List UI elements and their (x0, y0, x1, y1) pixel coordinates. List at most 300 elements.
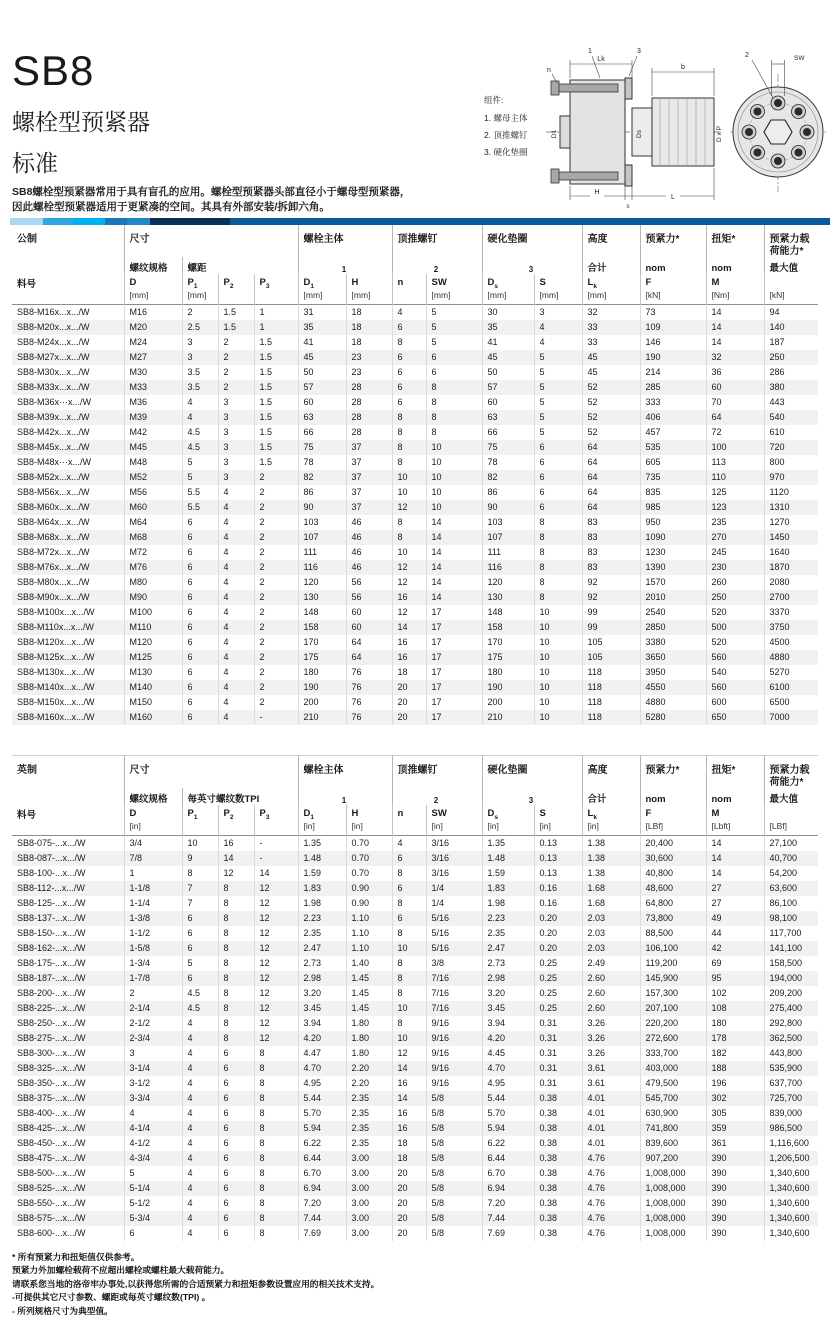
value-cell: 190 (640, 350, 706, 365)
value-cell: 1,340,600 (764, 1226, 818, 1241)
value-cell: 118 (582, 665, 640, 680)
imperial-table-body (12, 836, 818, 1242)
value-cell: 20 (392, 1166, 426, 1181)
ref-number-2: 2 (392, 788, 482, 805)
value-cell: 3.20 (482, 986, 534, 1001)
table-row (12, 350, 818, 365)
column-symbol (764, 274, 818, 290)
value-cell: 390 (706, 1166, 764, 1181)
value-cell: 27,100 (764, 836, 818, 852)
value-cell: 78 (298, 455, 346, 470)
value-cell: 0.38 (534, 1181, 582, 1196)
table-row (12, 425, 818, 440)
dim-label-ds: Ds (636, 130, 643, 138)
table-title: 公制 (17, 234, 37, 245)
value-cell: M39 (124, 410, 182, 425)
value-cell: 5 (426, 320, 482, 335)
value-cell: 0.20 (534, 941, 582, 956)
value-cell: 9/16 (426, 1076, 482, 1091)
value-cell: M110 (124, 620, 182, 635)
column-symbol: $D_s$ (482, 805, 534, 821)
part-number-cell: SB8-M27x...x.../W (17, 352, 90, 362)
value-cell: 3.5 (182, 365, 218, 380)
value-cell: 64 (582, 485, 640, 500)
value-cell: 92 (582, 575, 640, 590)
table-row (12, 1136, 818, 1151)
value-cell: 5 (182, 956, 218, 971)
value-cell: 6 (182, 560, 218, 575)
value-cell: 10 (534, 665, 582, 680)
value-cell: 78 (482, 455, 534, 470)
value-cell: 0.31 (534, 1046, 582, 1061)
value-cell: 187 (764, 335, 818, 350)
value-cell: 6 (392, 881, 426, 896)
part-number-cell: SB8-400-...x.../W (17, 1108, 86, 1118)
value-cell: 123 (706, 500, 764, 515)
value-cell: 0.38 (534, 1226, 582, 1241)
value-cell: 12 (254, 941, 298, 956)
value-cell: 605 (640, 455, 706, 470)
value-cell: 6 (218, 1076, 254, 1091)
value-cell: 220,200 (640, 1016, 706, 1031)
column-symbol: SW (426, 805, 482, 821)
table-row (12, 485, 818, 500)
value-cell: 8 (392, 896, 426, 911)
value-cell: 3/16 (426, 851, 482, 866)
value-cell: 6 (534, 500, 582, 515)
value-cell: 3-1/2 (124, 1076, 182, 1091)
value-cell: 111 (298, 545, 346, 560)
value-cell: 10 (534, 695, 582, 710)
value-cell: 2 (218, 335, 254, 350)
value-cell: 12 (254, 986, 298, 1001)
sub-total: 合计 (582, 788, 640, 805)
value-cell: 6 (182, 605, 218, 620)
value-cell: 8 (254, 1091, 298, 1106)
value-cell: 2850 (640, 620, 706, 635)
value-cell: 83 (582, 545, 640, 560)
value-cell: 5/8 (426, 1196, 482, 1211)
dim-label-dxp: D x P (716, 126, 723, 142)
value-cell: 1390 (640, 560, 706, 575)
value-cell: 76 (346, 665, 392, 680)
part-number-cell: SB8-M48x···x.../W (17, 457, 92, 467)
value-cell: 2.60 (582, 971, 640, 986)
table-row (12, 650, 818, 665)
value-cell: M52 (124, 470, 182, 485)
metric-table-header (12, 225, 818, 305)
column-symbol: $P_3$ (254, 805, 298, 821)
table-row (12, 470, 818, 485)
table-row (12, 1031, 818, 1046)
table-row (12, 365, 818, 380)
value-cell: 10 (426, 440, 482, 455)
dim-label-n: n (547, 67, 551, 74)
value-cell: 6 (534, 485, 582, 500)
dim-label-b: b (681, 64, 685, 71)
value-cell: 3 (218, 425, 254, 440)
value-cell: 1-1/4 (124, 896, 182, 911)
value-cell: 2 (254, 650, 298, 665)
table-row (12, 971, 818, 986)
value-cell: M120 (124, 635, 182, 650)
value-cell: 0.16 (534, 896, 582, 911)
column-unit: [mm] (182, 290, 218, 305)
value-cell: 10 (392, 470, 426, 485)
value-cell: 7.44 (482, 1211, 534, 1226)
value-cell: 82 (298, 470, 346, 485)
table-row (12, 695, 818, 710)
value-cell: 6 (392, 350, 426, 365)
column-unit: [in] (298, 821, 346, 836)
column-unit: [in] (124, 821, 182, 836)
value-cell: 2 (254, 560, 298, 575)
value-cell: 0.16 (534, 881, 582, 896)
value-cell: 10 (426, 500, 482, 515)
value-cell: 64 (582, 440, 640, 455)
value-cell: 27 (706, 896, 764, 911)
value-cell: 73,800 (640, 911, 706, 926)
value-cell: 6 (182, 620, 218, 635)
value-cell: 270 (706, 530, 764, 545)
value-cell: 63 (298, 410, 346, 425)
value-cell: 5/8 (426, 1121, 482, 1136)
value-cell: 2 (254, 470, 298, 485)
value-cell: 9/16 (426, 1061, 482, 1076)
value-cell: 1.45 (346, 1001, 392, 1016)
value-cell: 157,300 (640, 986, 706, 1001)
value-cell: 3.26 (582, 1046, 640, 1061)
value-cell: 207,100 (640, 1001, 706, 1016)
value-cell: 1/4 (426, 896, 482, 911)
table-row (12, 1211, 818, 1226)
value-cell: 305 (706, 1106, 764, 1121)
value-cell: 20,400 (640, 836, 706, 852)
table-row (12, 560, 818, 575)
value-cell: 16 (392, 1106, 426, 1121)
value-cell: 9/16 (426, 1031, 482, 1046)
value-cell: 18 (392, 1151, 426, 1166)
value-cell: 4.70 (298, 1061, 346, 1076)
value-cell: 83 (582, 560, 640, 575)
value-cell: M150 (124, 695, 182, 710)
value-cell: 1.38 (582, 866, 640, 881)
value-cell: 5280 (640, 710, 706, 725)
group-preload: 预紧力* (640, 225, 706, 257)
value-cell: M125 (124, 650, 182, 665)
part-number-header: 料号 (17, 279, 37, 290)
part-number-cell: SB8-M56x...x.../W (17, 487, 90, 497)
value-cell: 3 (534, 305, 582, 321)
value-cell: 14 (426, 590, 482, 605)
value-cell: 2 (254, 485, 298, 500)
value-cell: 0.31 (534, 1016, 582, 1031)
value-cell: 4 (182, 1016, 218, 1031)
value-cell: 20 (392, 695, 426, 710)
value-cell: 2540 (640, 605, 706, 620)
value-cell: 1.5 (254, 335, 298, 350)
value-cell: 985 (640, 500, 706, 515)
value-cell: 6 (534, 470, 582, 485)
value-cell: 1.98 (482, 896, 534, 911)
value-cell: 2.73 (482, 956, 534, 971)
group-bolt-body: 螺栓主体 (298, 225, 392, 257)
value-cell: 12 (254, 911, 298, 926)
ref-number-3: 3 (482, 788, 582, 805)
value-cell: 250 (764, 350, 818, 365)
table-row (12, 1226, 818, 1241)
sub-thread-spec: 螺纹规格 (124, 788, 182, 805)
value-cell: - (254, 836, 298, 852)
column-symbol: S (534, 274, 582, 290)
value-cell: 8 (392, 1016, 426, 1031)
value-cell: 520 (706, 635, 764, 650)
value-cell: 1,008,000 (640, 1211, 706, 1226)
value-cell: 4 (392, 836, 426, 852)
part-number-cell: SB8-M68x...x.../W (17, 532, 90, 542)
bar-segment (230, 218, 830, 225)
dim-label-l: L (671, 194, 675, 201)
value-cell: 1.38 (582, 836, 640, 852)
value-cell: 8 (392, 926, 426, 941)
footnote-line: 预紧力外加螺栓载荷不应超出螺栓或螺柱最大载荷能力。 (12, 1265, 230, 1276)
value-cell: 0.38 (534, 1166, 582, 1181)
value-cell: 0.31 (534, 1076, 582, 1091)
value-cell: 230 (706, 560, 764, 575)
value-cell: 200 (298, 695, 346, 710)
value-cell: 4880 (640, 695, 706, 710)
value-cell: 839,600 (640, 1136, 706, 1151)
value-cell: 8 (426, 395, 482, 410)
value-cell: M33 (124, 380, 182, 395)
value-cell: 520 (706, 605, 764, 620)
value-cell: 6 (218, 1061, 254, 1076)
brand-bar (10, 218, 830, 225)
value-cell: 5/16 (426, 911, 482, 926)
group-hardened-washer: 硬化垫圈 (482, 225, 582, 257)
table-row (12, 1061, 818, 1076)
value-cell: 3 (182, 335, 218, 350)
value-cell: 64,800 (640, 896, 706, 911)
value-cell: 6 (182, 911, 218, 926)
part-number-cell: SB8-M52x...x.../W (17, 472, 90, 482)
value-cell: 600 (706, 695, 764, 710)
value-cell: 8 (254, 1181, 298, 1196)
callout-3: 3 (637, 48, 641, 55)
value-cell: M64 (124, 515, 182, 530)
value-cell: 720 (764, 440, 818, 455)
value-cell: 118 (582, 710, 640, 725)
metric-table (12, 225, 818, 725)
value-cell: 5-3/4 (124, 1211, 182, 1226)
value-cell: 0.70 (346, 851, 392, 866)
column-unit (218, 821, 254, 836)
value-cell: 302 (706, 1091, 764, 1106)
value-cell: M100 (124, 605, 182, 620)
value-cell: 3-3/4 (124, 1091, 182, 1106)
value-cell: 1.38 (582, 851, 640, 866)
column-symbol: $P_1$ (182, 274, 218, 290)
value-cell: 5.94 (298, 1121, 346, 1136)
part-number-cell: SB8-M36x···x.../W (17, 397, 92, 407)
value-cell: 7/16 (426, 1001, 482, 1016)
bar-segment (43, 218, 73, 225)
value-cell: 4.76 (582, 1151, 640, 1166)
table-row (12, 500, 818, 515)
sub-nom-m: nom (706, 788, 764, 805)
value-cell: 12 (392, 560, 426, 575)
value-cell: 8 (254, 1196, 298, 1211)
value-cell: 41 (298, 335, 346, 350)
value-cell: 1.98 (298, 896, 346, 911)
value-cell: 6 (426, 365, 482, 380)
value-cell: 8 (426, 380, 482, 395)
value-cell: 457 (640, 425, 706, 440)
value-cell: 16 (392, 650, 426, 665)
value-cell: 8 (426, 425, 482, 440)
value-cell: 170 (482, 635, 534, 650)
value-cell: 2 (254, 635, 298, 650)
value-cell: 10 (392, 485, 426, 500)
value-cell: 111 (482, 545, 534, 560)
value-cell: 16 (392, 590, 426, 605)
value-cell: 14 (706, 836, 764, 852)
value-cell: 4 (182, 1121, 218, 1136)
value-cell: 75 (482, 440, 534, 455)
column-symbol: n (392, 274, 426, 290)
footnote-line: - 所列规格尺寸为典型值。 (12, 1305, 113, 1316)
value-cell: 190 (298, 680, 346, 695)
part-number-cell: SB8-175-...x.../W (17, 958, 86, 968)
value-cell: 5 (426, 305, 482, 321)
value-cell: 66 (482, 425, 534, 440)
value-cell: 12 (392, 1046, 426, 1061)
value-cell: 3 (218, 440, 254, 455)
value-cell: 1,340,600 (764, 1166, 818, 1181)
value-cell: 210 (482, 710, 534, 725)
value-cell: 45 (582, 350, 640, 365)
value-cell: 2.23 (298, 911, 346, 926)
value-cell: 54,200 (764, 866, 818, 881)
part-number-cell: SB8-M110x...x.../W (17, 622, 94, 632)
part-number-cell: SB8-162-...x.../W (17, 943, 86, 953)
value-cell: 1120 (764, 485, 818, 500)
value-cell: 37 (346, 500, 392, 515)
table-row (12, 1166, 818, 1181)
part-number-cell: SB8-M80x...x.../W (17, 577, 90, 587)
value-cell: 8 (392, 530, 426, 545)
value-cell: 5/8 (426, 1226, 482, 1241)
value-cell: M24 (124, 335, 182, 350)
value-cell: 64 (582, 470, 640, 485)
part-number-cell: SB8-M150x...x.../W (17, 697, 95, 707)
value-cell: 0.70 (346, 836, 392, 852)
value-cell: 5.94 (482, 1121, 534, 1136)
value-cell: 4.76 (582, 1211, 640, 1226)
column-symbol: H (346, 805, 392, 821)
value-cell: 7.69 (298, 1226, 346, 1241)
value-cell: 10 (392, 545, 426, 560)
part-number-cell: SB8-M20x...x.../W (17, 322, 90, 332)
value-cell: 158 (298, 620, 346, 635)
value-cell: 10 (534, 650, 582, 665)
value-cell: 5-1/2 (124, 1196, 182, 1211)
value-cell: 17 (426, 665, 482, 680)
value-cell: 40,800 (640, 866, 706, 881)
value-cell: 57 (298, 380, 346, 395)
value-cell: 2 (218, 380, 254, 395)
value-cell: 907,200 (640, 1151, 706, 1166)
value-cell: 16 (392, 1076, 426, 1091)
part-number-cell: SB8-375-...x.../W (17, 1093, 86, 1103)
footnotes (12, 1251, 830, 1318)
sub-thread-spec: 螺纹规格 (124, 257, 182, 274)
value-cell: 6 (182, 590, 218, 605)
table-row (12, 941, 818, 956)
value-cell: 1.68 (582, 881, 640, 896)
value-cell: 0.25 (534, 956, 582, 971)
value-cell: 102 (706, 986, 764, 1001)
ref-number-1: 1 (298, 257, 392, 274)
value-cell: 1.40 (346, 956, 392, 971)
value-cell: 83 (582, 530, 640, 545)
value-cell: 2 (254, 590, 298, 605)
value-cell: 6 (218, 1106, 254, 1121)
value-cell: 182 (706, 1046, 764, 1061)
value-cell: M42 (124, 425, 182, 440)
value-cell: 8 (392, 455, 426, 470)
value-cell: 8 (392, 410, 426, 425)
table-row (12, 395, 818, 410)
value-cell: M80 (124, 575, 182, 590)
value-cell: 20 (392, 1181, 426, 1196)
value-cell: 3.00 (346, 1151, 392, 1166)
value-cell: 8 (392, 956, 426, 971)
value-cell: 835 (640, 485, 706, 500)
product-variant-title: 标准 (12, 150, 58, 176)
column-symbol: F (640, 805, 706, 821)
value-cell: 4 (182, 1211, 218, 1226)
callout-1: 1 (588, 48, 592, 55)
group-torque: 扭矩* (706, 225, 764, 257)
value-cell: 94 (764, 305, 818, 321)
part-number-cell: SB8-M45x...x.../W (17, 442, 90, 452)
value-cell: 158,500 (764, 956, 818, 971)
sub-max: 最大值 (764, 257, 818, 274)
value-cell: 109 (640, 320, 706, 335)
part-number-cell: SB8-M125x...x.../W (17, 652, 95, 662)
table-row (12, 320, 818, 335)
table-row (12, 710, 818, 725)
value-cell: 180 (298, 665, 346, 680)
value-cell: 12 (392, 500, 426, 515)
value-cell: 214 (640, 365, 706, 380)
table-row (12, 620, 818, 635)
table-row (12, 836, 818, 852)
value-cell: 105 (582, 635, 640, 650)
part-number-cell: SB8-475-...x.../W (17, 1153, 86, 1163)
value-cell: 4.76 (582, 1181, 640, 1196)
value-cell: 4 (218, 590, 254, 605)
value-cell: 8 (218, 1031, 254, 1046)
value-cell: 23 (346, 365, 392, 380)
value-cell: 5 (534, 350, 582, 365)
spacer (12, 290, 124, 305)
value-cell: 6 (426, 350, 482, 365)
value-cell: 4 (218, 650, 254, 665)
value-cell: 6 (392, 365, 426, 380)
value-cell: 4 (182, 1076, 218, 1091)
